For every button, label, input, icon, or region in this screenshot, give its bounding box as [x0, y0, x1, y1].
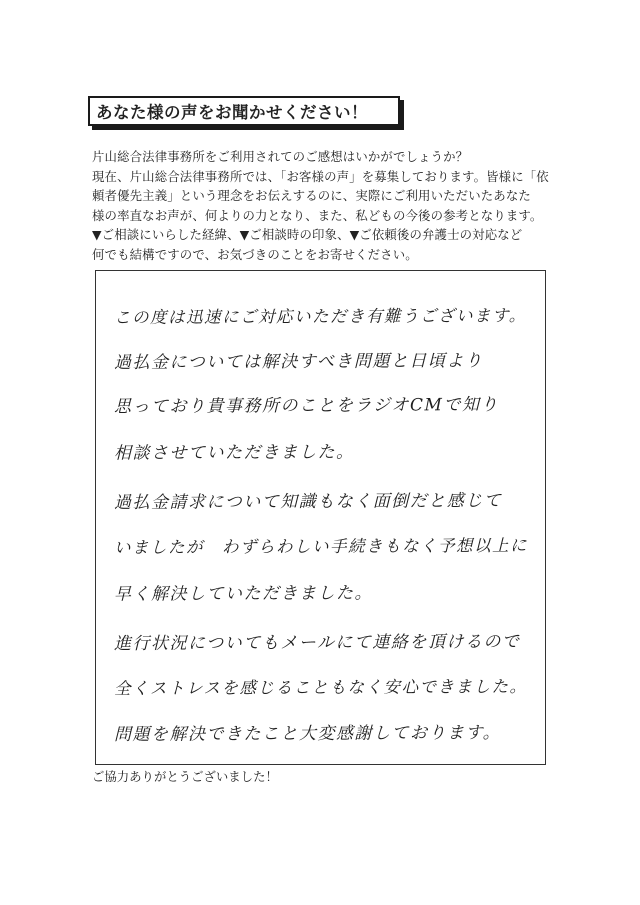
intro-line: 様の率直なお声が、何よりの力となり、また、私どもの今後の参考となります。 — [92, 207, 543, 223]
handwritten-line: 問題を解決できたこと大変感謝しております。 — [113, 722, 502, 746]
intro-line: 何でも結構ですので、お気づきのことをお寄せください。 — [92, 246, 418, 262]
handwritten-line: いましたが わずらわしい手続きもなく予想以上に — [113, 535, 529, 558]
title-banner — [88, 96, 400, 126]
page-title: あなた様の声をお聞かせください！ — [96, 103, 368, 122]
intro-line: ▼ご相談にいらした経緯、▼ご相談時の印象、▼ご依頼後の弁護士の対応など — [92, 227, 523, 243]
handwritten-line: 全くストレスを感じることもなく安心できました。 — [113, 676, 528, 699]
handwritten-line: この度は迅速にご対応いただき有難うございます。 — [113, 305, 527, 328]
handwritten-line: 過払金請求について知識もなく面倒だと感じて — [113, 490, 503, 514]
handwritten-line: 早く解決していただきました。 — [113, 583, 374, 605]
handwritten-comment-box — [95, 270, 546, 765]
thank-you-text: ご協力ありがとうございました！ — [92, 769, 278, 784]
handwritten-line: 相談させていただきました。 — [113, 442, 355, 464]
intro-line: 現在、片山総合法律事務所では、「お客様の声」を募集しております。皆様に「依 — [92, 168, 549, 184]
intro-line: 頼者優先主義」という理念をお伝えするのに、実際にご利用いただいたあなた — [92, 188, 531, 204]
intro-text — [92, 147, 562, 265]
handwritten-line: 過払金については解決すべき問題と日頃より — [113, 351, 484, 373]
handwritten-line: 進行状況についてもメールにて連絡を頂けるので — [113, 631, 521, 655]
handwritten-line: 思っており貴事務所のことをラジオCMで知り — [113, 394, 499, 418]
intro-line: 片山総合法律事務所をご利用されてのご感想はいかがでしょうか？ — [92, 149, 469, 164]
